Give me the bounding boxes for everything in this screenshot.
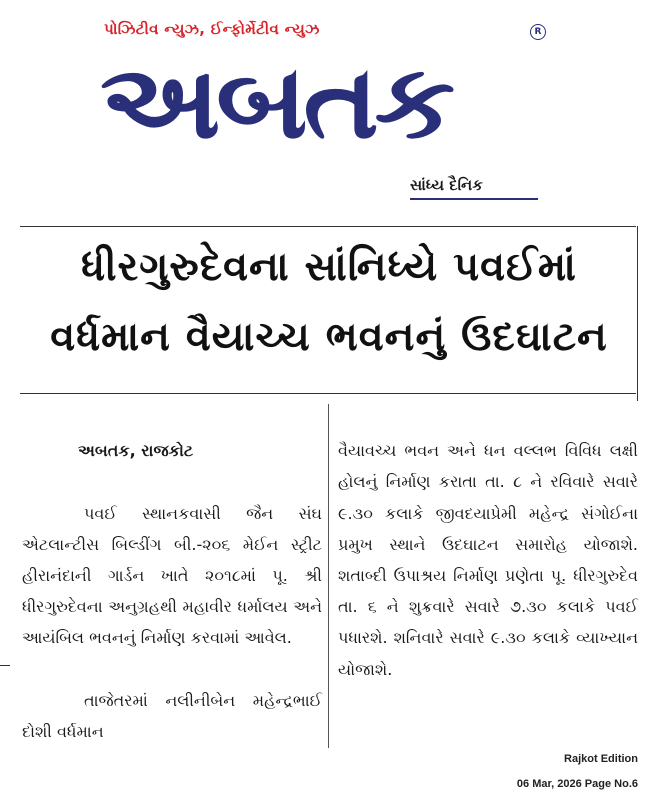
column-divider	[328, 404, 329, 748]
subtitle-underline	[410, 198, 538, 200]
article-headline-line-1: ધીરગુરુદેવના સાંનિધ્યે પવઈમાં	[81, 244, 577, 290]
headline-top-rule	[20, 226, 636, 227]
date-page-label: 06 Mar, 2026 Page No.6	[516, 778, 638, 790]
article-paragraph-1	[22, 498, 322, 654]
article-column-right	[338, 404, 638, 716]
masthead-subtitle: સાંધ્ય દૈનિક	[410, 176, 483, 194]
article-paragraph-1-text: પવઈ સ્થાનકવાસી જૈન સંઘ એટલાન્ટીસ બિલ્ડીંગ બી.-૨૦૬ મેઈન સ્ટ્રીટ હીરાનંદાની ગાર્ડન ખાતે ૨૦૧૮માં પૂ. શ્રી ધીરગુરુદેવના અનુગ્રહથી મહાવીર ધર્માલય અને આયંબિલ ભવનનું નિર્માણ કરવામાં આવેલ.	[22, 503, 322, 648]
article-headline-line-2: વર્ધમાન વૈયાચ્ચ ભવનનું ઉદઘાટન	[50, 314, 608, 360]
article-column-left	[22, 404, 322, 778]
article-dateline: અબતક, રાજકોટ	[78, 441, 194, 461]
headline-side-rule	[637, 226, 638, 401]
article-paragraph-2	[22, 685, 322, 747]
headline-bottom-rule	[20, 393, 636, 394]
edition-label: Rajkot Edition	[564, 753, 638, 765]
registered-trademark-icon: R	[530, 24, 546, 40]
crop-mark	[0, 665, 10, 666]
masthead-tagline: પોઝિટીવ ન્યુઝ, ઈન્ફોર્મેટીવ ન્યુઝ	[104, 20, 320, 38]
article-paragraph-3: વૈયાવચ્ચ ભવન અને ધન વલ્લભ વિવિધ લક્ષી હોલનું નિર્માણ કરાતા તા. ૮ ને રવિવારે સવારે ૯.૩૦ કલાકે જીવદયાપ્રેમી મહેન્દ્ર સંગોઈના પ્રમુખ સ્થાને ઉદઘાટન સમારોહ યોજાશે. શતાબ્દી ઉપાશ્રય નિર્માણ પ્રણેતા પૂ. ધીરગુરુદેવ તા. ૬ ને શુક્રવારે સવારે ૭.૩૦ કલાકે પવઈ પધારશે. શનિવારે સવારે ૯.૩૦ કલાકે વ્યાખ્યાન યોજાશે.	[338, 441, 638, 679]
article-paragraph-2-text: તાજેતરમાં નલીનીબેન મહેન્દ્રભાઈ દોશી વર્ધમાન	[22, 690, 322, 742]
masthead-logo: અબતક	[100, 43, 451, 162]
